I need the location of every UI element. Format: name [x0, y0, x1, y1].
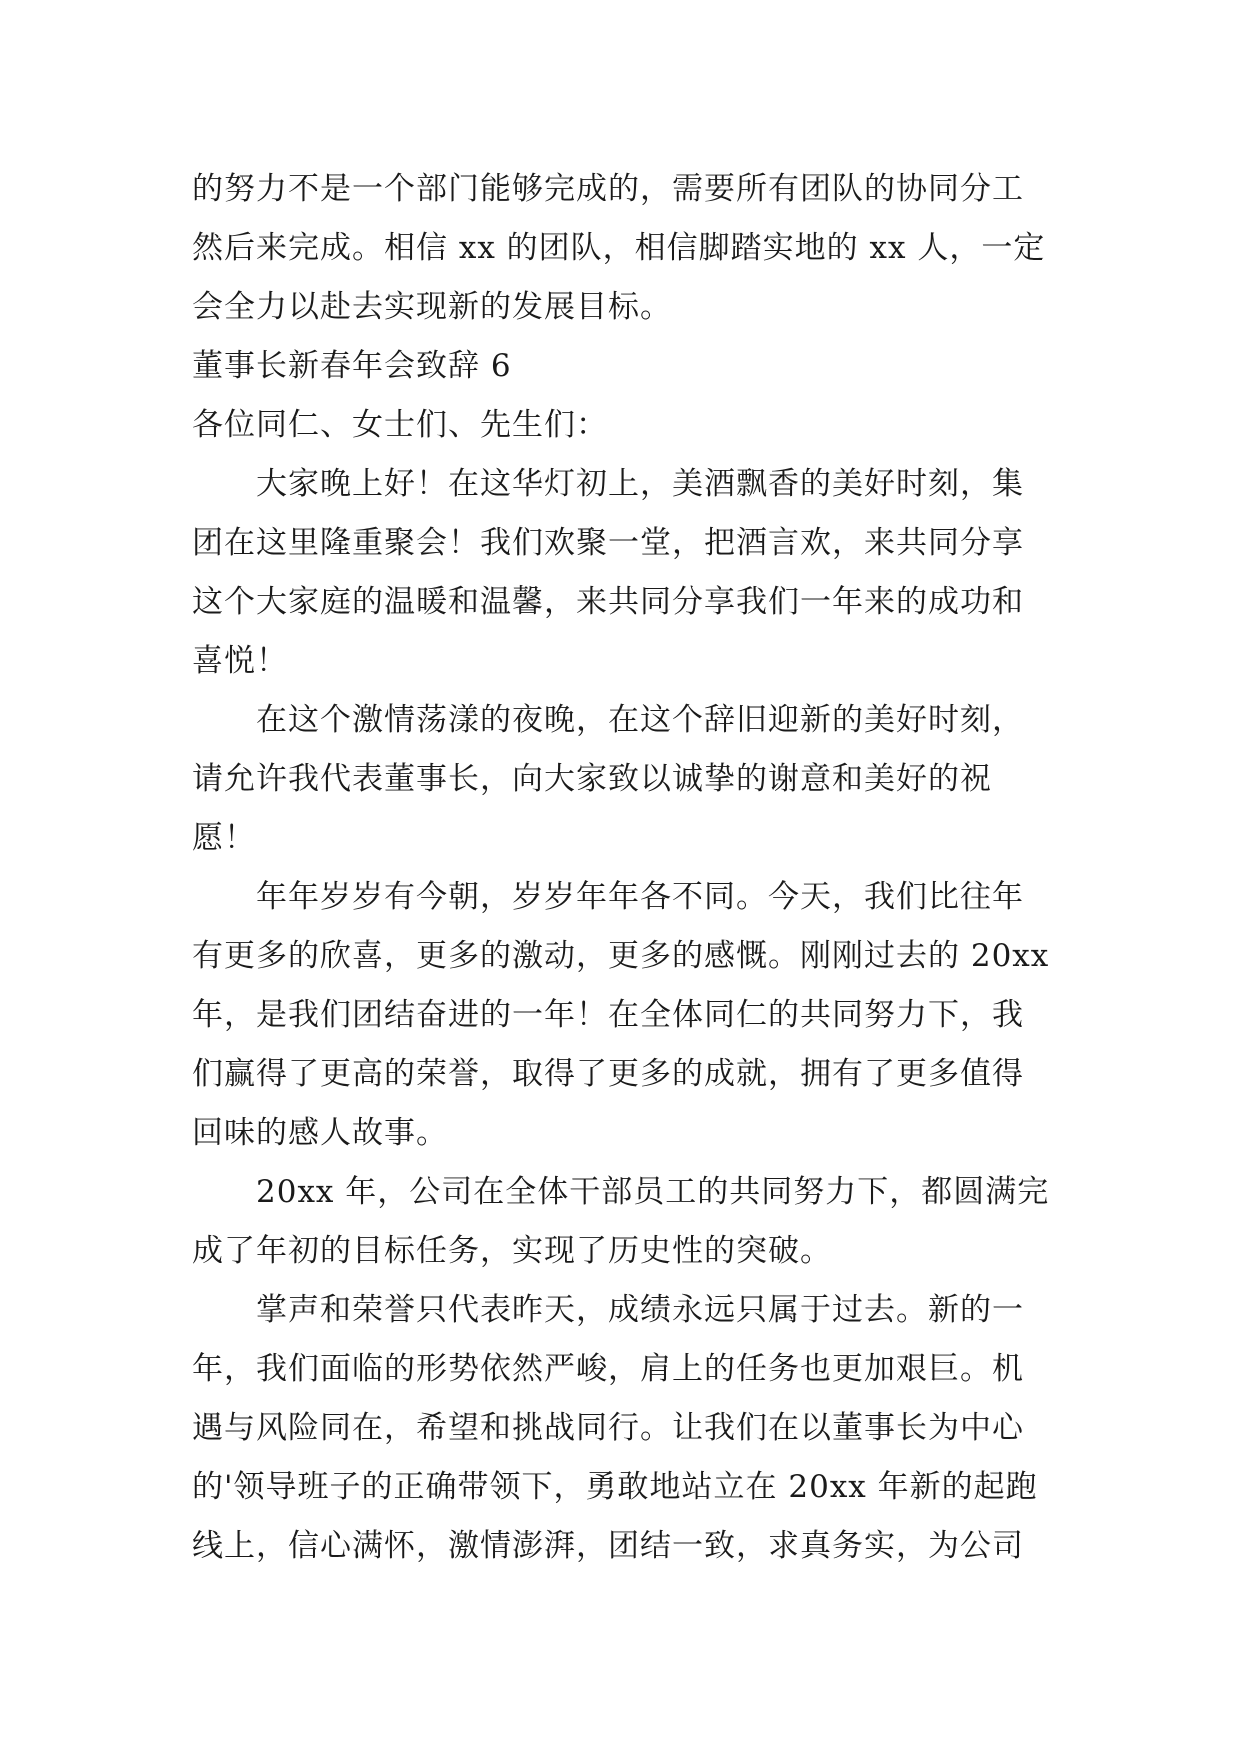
text-line: 年，我们面临的形势依然严峻，肩上的任务也更加艰巨。机 [192, 1351, 1024, 1387]
text-line: 们赢得了更高的荣誉，取得了更多的成就，拥有了更多值得 [192, 1056, 1024, 1092]
text-line: 在这个激情荡漾的夜晚，在这个辞旧迎新的美好时刻， [256, 702, 1024, 738]
text-line: 愿！ [192, 820, 256, 856]
section-heading: 董事长新春年会致辞 6 [192, 348, 512, 384]
text-line: 年年岁岁有今朝，岁岁年年各不同。今天，我们比往年 [256, 879, 1024, 915]
text-line: 的努力不是一个部门能够完成的，需要所有团队的协同分工 [192, 171, 1024, 207]
text-line: 掌声和荣誉只代表昨天，成绩永远只属于过去。新的一 [256, 1292, 1024, 1328]
text-line: 回味的感人故事。 [192, 1115, 448, 1151]
text-line: 遇与风险同在，希望和挑战同行。让我们在以董事长为中心 [192, 1410, 1024, 1446]
text-line: 有更多的欣喜，更多的激动，更多的感慨。刚刚过去的 20xx [192, 938, 1050, 974]
text-line: 大家晚上好！在这华灯初上，美酒飘香的美好时刻，集 [256, 466, 1024, 502]
document-body [192, 160, 1062, 1576]
text-line: 20xx 年，公司在全体干部员工的共同努力下，都圆满完 [256, 1174, 1050, 1210]
text-line: 然后来完成。相信 xx 的团队，相信脚踏实地的 xx 人，一定 [192, 230, 1046, 266]
text-line: 年，是我们团结奋进的一年！在全体同仁的共同努力下，我 [192, 997, 1024, 1033]
salutation: 各位同仁、女士们、先生们： [192, 407, 608, 443]
text-line: 团在这里隆重聚会！我们欢聚一堂，把酒言欢，来共同分享 [192, 525, 1024, 561]
text-line: 喜悦！ [192, 643, 288, 679]
text-line: 会全力以赴去实现新的发展目标。 [192, 289, 672, 325]
text-line: 的'领导班子的正确带领下，勇敢地站立在 20xx 年新的起跑 [192, 1469, 1038, 1505]
text-line: 请允许我代表董事长，向大家致以诚挚的谢意和美好的祝 [192, 761, 992, 797]
text-line: 这个大家庭的温暖和温馨，来共同分享我们一年来的成功和 [192, 584, 1024, 620]
text-line: 成了年初的目标任务，实现了历史性的突破。 [192, 1233, 832, 1269]
text-line: 线上，信心满怀，激情澎湃，团结一致，求真务实，为公司 [192, 1528, 1024, 1564]
